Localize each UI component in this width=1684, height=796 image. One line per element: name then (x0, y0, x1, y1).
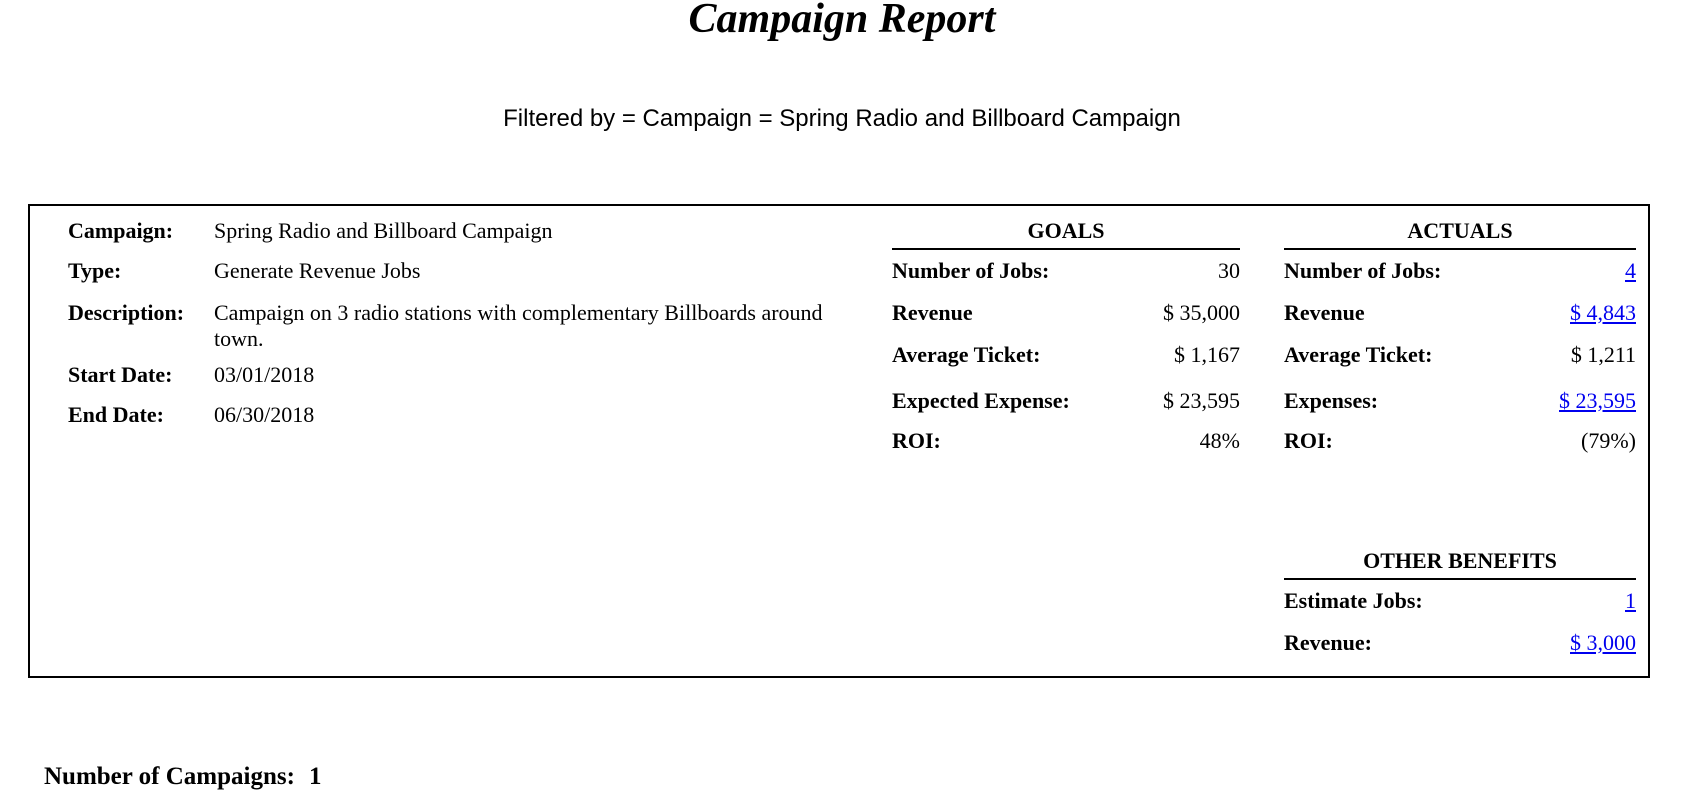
description-value: Campaign on 3 radio stations with complementary Billboards around town. (214, 300, 823, 351)
actuals-jobs-label: Number of Jobs: (1284, 258, 1442, 283)
goals-revenue-label: Revenue (892, 300, 973, 325)
estimate-jobs-link[interactable]: 1 (1625, 588, 1636, 613)
goals-jobs-label: Number of Jobs: (892, 258, 1050, 283)
other-revenue-label: Revenue: (1284, 630, 1372, 655)
goals-expense-label: Expected Expense: (892, 388, 1070, 413)
actuals-roi-label: ROI: (1284, 428, 1333, 453)
campaign-count (44, 762, 321, 792)
campaign-count-label: Number of Campaigns: (44, 763, 295, 790)
description-label: Description: (68, 300, 185, 325)
actuals-jobs-link[interactable]: 4 (1625, 258, 1636, 283)
start-date-label: Start Date: (68, 362, 173, 387)
campaign-label: Campaign: (68, 218, 174, 243)
goals-jobs-value: 30 (1218, 258, 1240, 283)
actuals-header: ACTUALS (1284, 218, 1636, 250)
actuals-average-ticket-label: Average Ticket: (1284, 342, 1433, 367)
goals-average-ticket-value: $ 1,167 (1174, 342, 1240, 367)
actuals-average-ticket-value: $ 1,211 (1570, 342, 1636, 367)
actuals-roi-value: (79%) (1581, 428, 1636, 453)
actuals-expenses-link[interactable]: $ 23,595 (1559, 388, 1636, 413)
campaign-value: Spring Radio and Billboard Campaign (214, 218, 553, 243)
type-value: Generate Revenue Jobs (214, 258, 421, 283)
goals-roi-value: 48% (1199, 428, 1240, 453)
goals-roi-label: ROI: (892, 428, 941, 453)
end-date-label: End Date: (68, 402, 164, 427)
goals-expense-value: $ 23,595 (1163, 388, 1240, 413)
goals-header: GOALS (892, 218, 1240, 250)
other-benefits-header: OTHER BENEFITS (1284, 548, 1636, 580)
type-label: Type: (68, 258, 122, 283)
actuals-revenue-link[interactable]: $ 4,843 (1570, 300, 1636, 325)
other-revenue-link[interactable]: $ 3,000 (1570, 630, 1636, 655)
filter-description: Filtered by = Campaign = Spring Radio and Billboard Campaign (503, 105, 1181, 132)
goals-revenue-value: $ 35,000 (1163, 300, 1240, 325)
actuals-revenue-label: Revenue (1284, 300, 1365, 325)
estimate-jobs-label: Estimate Jobs: (1284, 588, 1423, 613)
campaign-count-value: 1 (308, 763, 322, 790)
campaign-record-box (28, 204, 1650, 678)
end-date-value: 06/30/2018 (214, 402, 315, 427)
start-date-value: 03/01/2018 (214, 362, 315, 387)
goals-average-ticket-label: Average Ticket: (892, 342, 1041, 367)
report-title: Campaign Report (688, 0, 996, 42)
actuals-expenses-label: Expenses: (1284, 388, 1379, 413)
